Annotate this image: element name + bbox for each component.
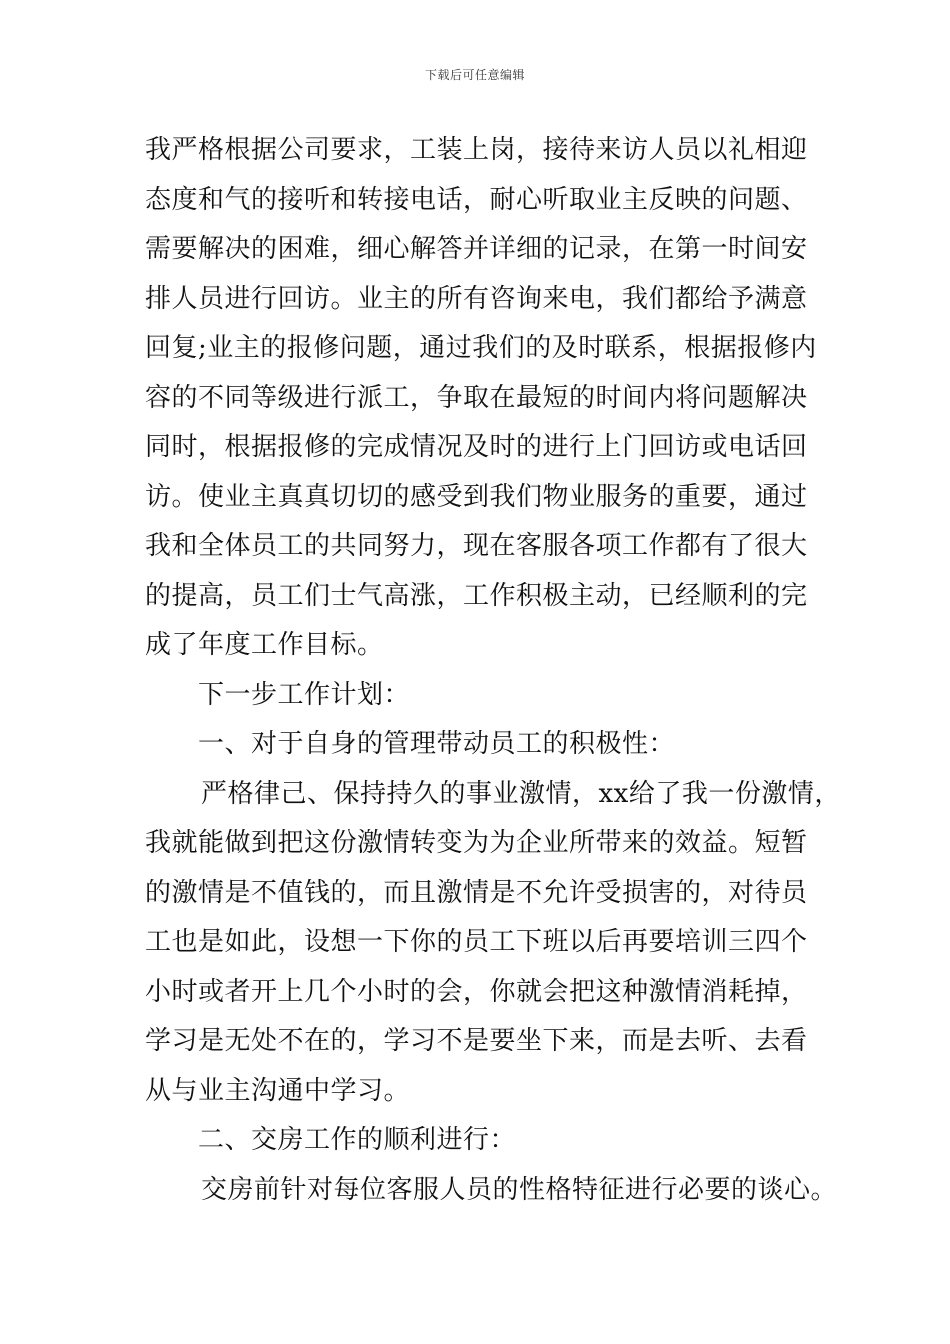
document-body bbox=[145, 130, 845, 1219]
section-heading: 下一步工作计划： bbox=[198, 679, 411, 710]
paragraph-line: 容的不同等级进行派工，争取在最短的时间内将问题解决 bbox=[145, 382, 808, 413]
paragraph-line: 严格律己、保持持久的事业激情，xx给了我一份激情， bbox=[201, 778, 841, 809]
section-heading: 二、交房工作的顺利进行： bbox=[198, 1125, 517, 1155]
paragraph-line: 交房前针对每位客服人员的性格特征进行必要的谈心。 bbox=[201, 1174, 838, 1205]
paragraph-line: 我严格根据公司要求，工装上岗，接待来访人员以礼相迎 bbox=[145, 135, 808, 165]
paragraph-line: 态度和气的接听和转接电话，耐心听取业主反映的问题、 bbox=[145, 184, 808, 215]
paragraph-line: 我和全体员工的共同努力，现在客服各项工作都有了很大 bbox=[145, 531, 808, 561]
paragraph-line: 工也是如此，设想一下你的员工下班以后再要培训三四个 bbox=[145, 927, 808, 957]
paragraph-line: 同时，根据报修的完成情况及时的进行上门回访或电话回 bbox=[145, 432, 808, 462]
paragraph-line: 需要解决的困难，细心解答并详细的记录，在第一时间安 bbox=[145, 234, 808, 264]
paragraph-line: 的提高，员工们士气高涨，工作积极主动，已经顺利的完 bbox=[145, 580, 808, 611]
paragraph-line: 回复;业主的报修问题，通过我们的及时联系，根据报修内 bbox=[145, 333, 817, 363]
paragraph-line: 的激情是不值钱的，而且激情是不允许受损害的，对待员 bbox=[145, 877, 808, 908]
paragraph-line: 成了年度工作目标。 bbox=[145, 630, 384, 660]
paragraph-line: 我就能做到把这份激情转变为为企业所带来的效益。短暂 bbox=[145, 828, 808, 858]
paragraph-line: 从与业主沟通中学习。 bbox=[145, 1075, 411, 1106]
paragraph-line: 访。使业主真真切切的感受到我们物业服务的重要，通过 bbox=[145, 481, 808, 512]
section-heading: 一、对于自身的管理带动员工的积极性： bbox=[198, 729, 676, 759]
paragraph-line: 小时或者开上几个小时的会，你就会把这种激情消耗掉， bbox=[145, 976, 808, 1007]
paragraph-line: 学习是无处不在的，学习不是要坐下来，而是去听、去看 bbox=[145, 1026, 808, 1056]
page-header: 下载后可任意编辑 bbox=[424, 68, 525, 82]
paragraph-line: 排人员进行回访。业主的所有咨询来电，我们都给予满意 bbox=[145, 283, 808, 314]
